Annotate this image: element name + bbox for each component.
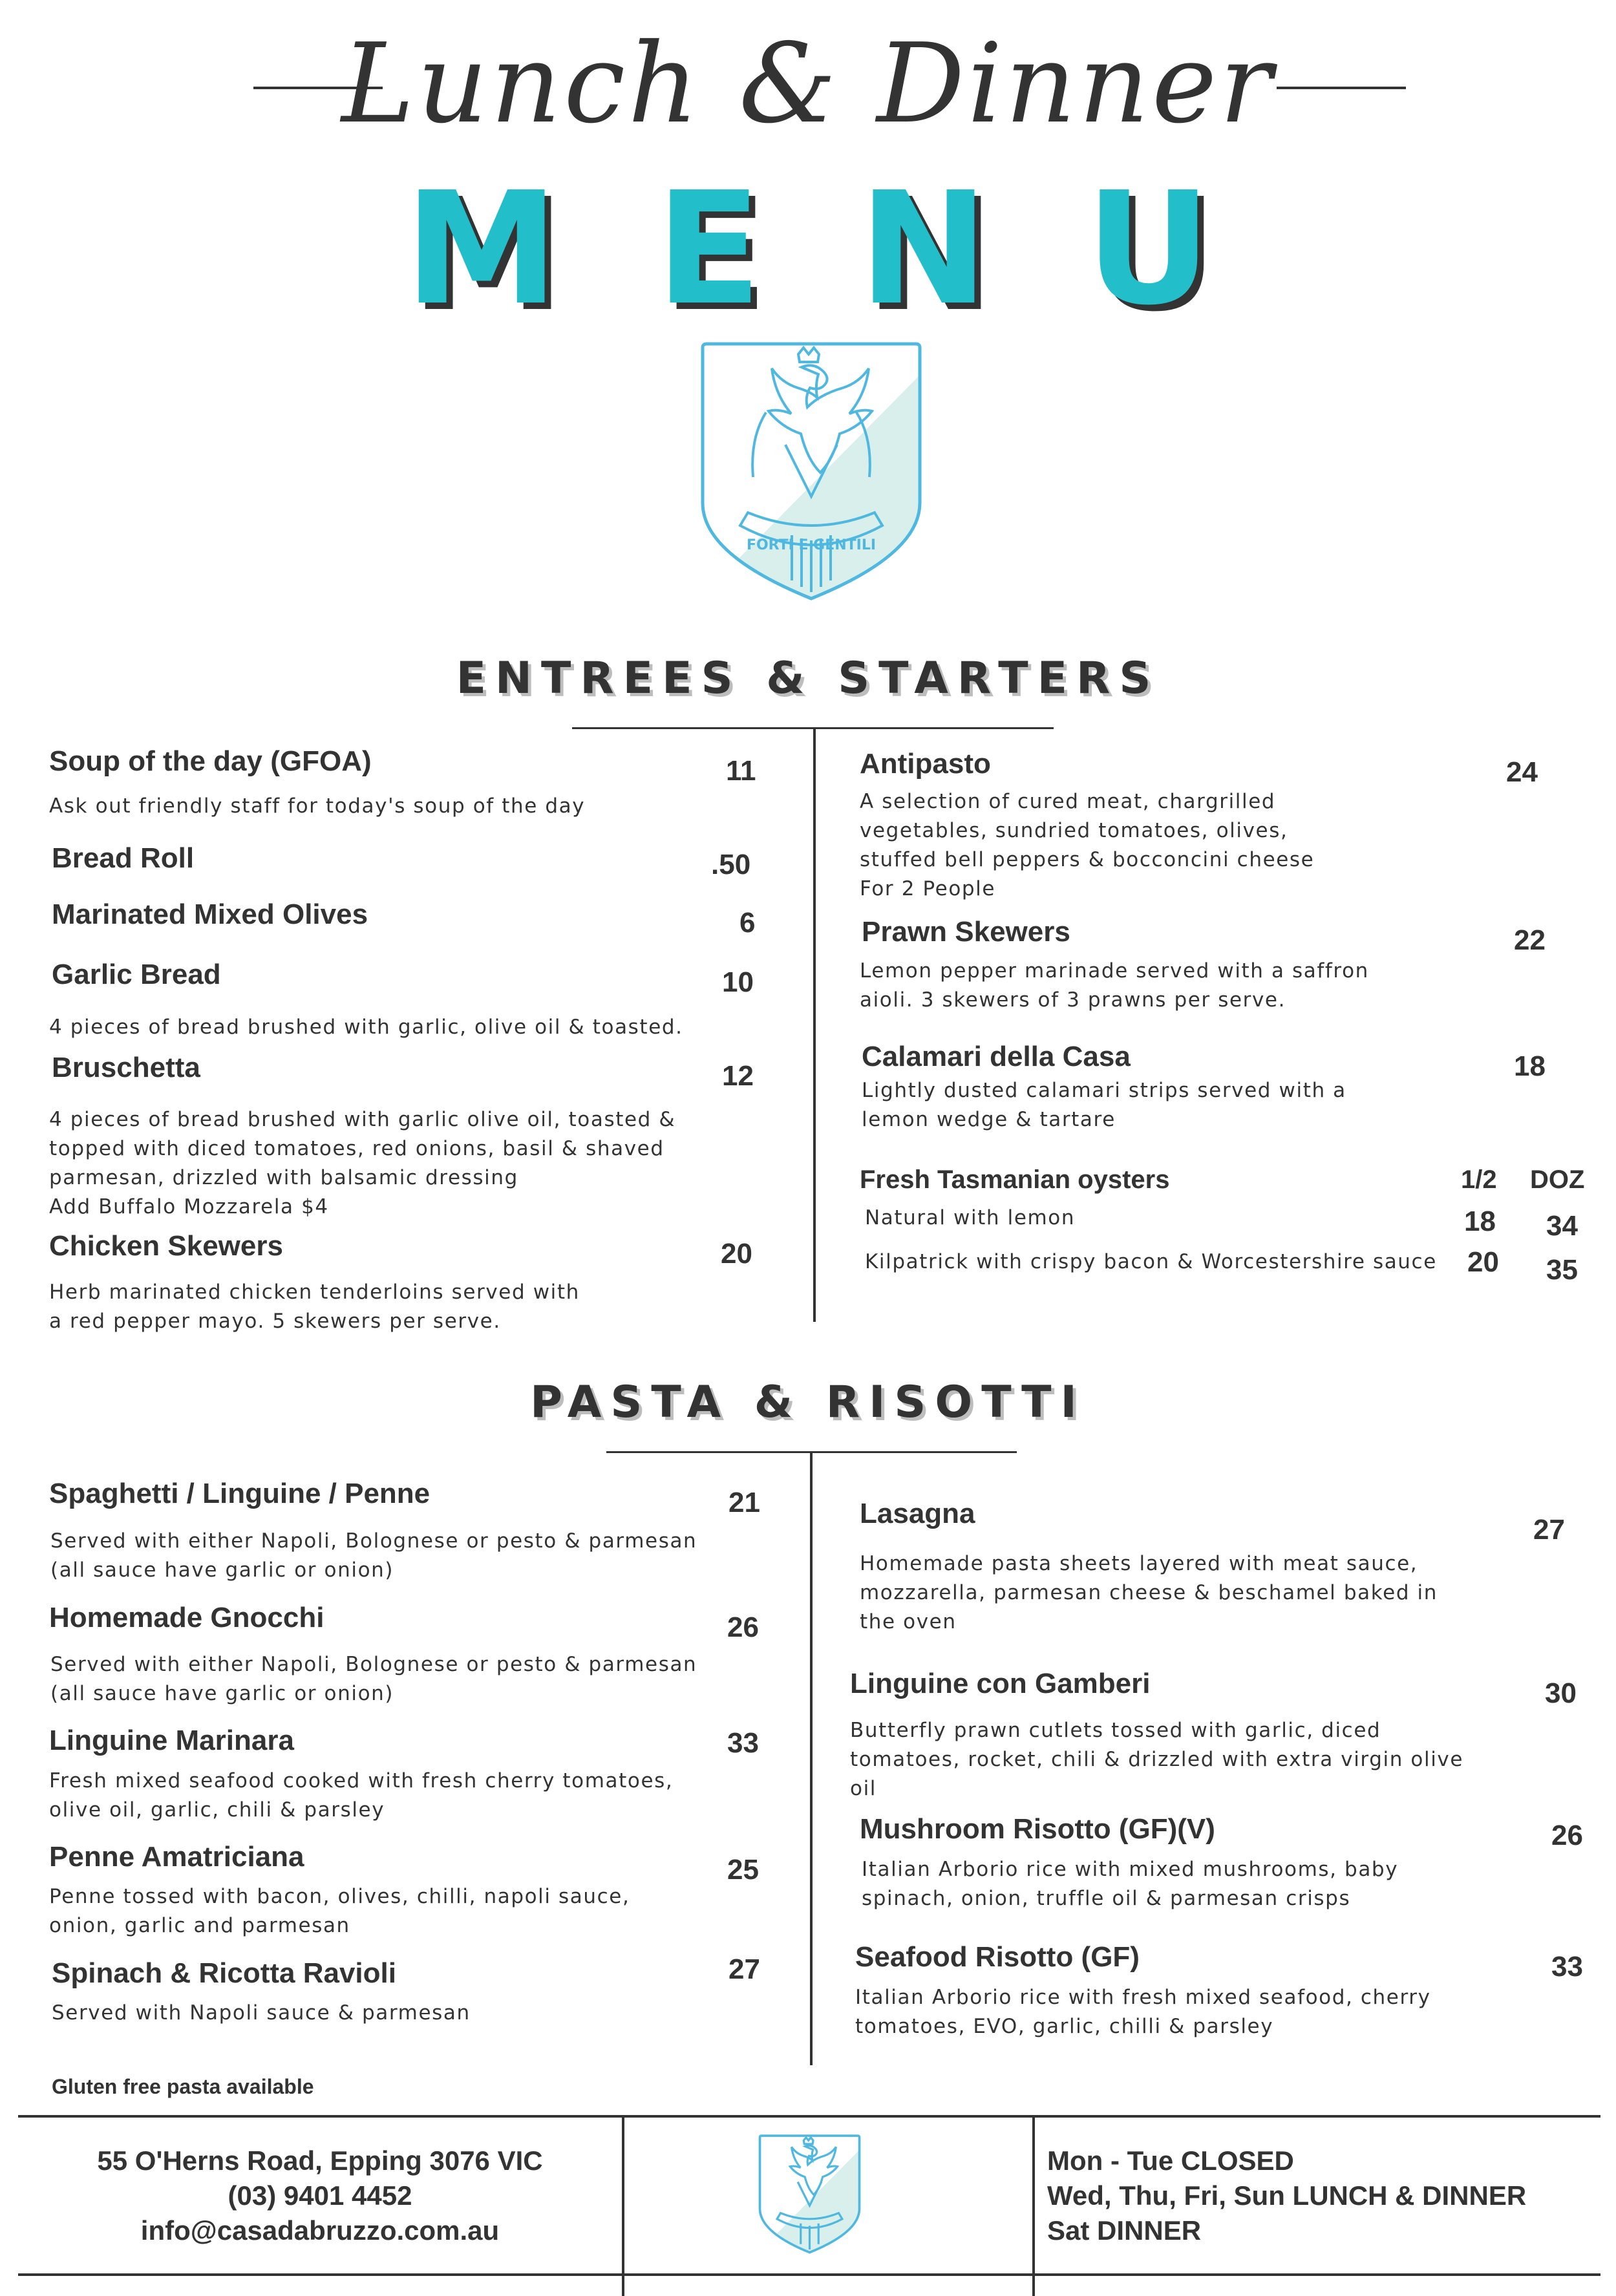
crest-motto: FORTI E GENTILI [746,537,877,553]
menu-item-desc: Served with either Napoli, Bolognese or pesto & parmesan [50,1529,697,1553]
menu-item-name: Linguine con Gamberi [850,1668,1151,1699]
menu-item-name: Bruschetta [52,1052,200,1083]
menu-item-desc: (all sauce have garlic or onion) [50,1682,394,1705]
menu-item-name: Bread Roll [52,842,195,874]
menu-item-desc: Homemade pasta sheets layered with meat sauce, [860,1552,1418,1575]
footer-hours-line: Mon - Tue CLOSED [1047,2145,1294,2176]
section-title-entrees: ENTREES & STARTERS [456,653,1160,704]
menu-item-price: 21 [728,1487,760,1518]
menu-item-desc: a red pepper mayo. 5 skewers per serve. [49,1310,501,1333]
oysters-col-half: 1/2 [1461,1165,1497,1194]
menu-item-desc: the oven [860,1610,957,1633]
menu-item-desc: For 2 People [860,877,996,900]
menu-item-name: Prawn Skewers [862,916,1070,948]
menu-item-desc: topped with diced tomatoes, red onions, basil & shaved [49,1137,664,1160]
menu-item-desc: Italian Arborio rice with fresh mixed seafood, cherry [855,1986,1431,2009]
menu-item-desc: Fresh mixed seafood cooked with fresh cherry tomatoes, [49,1769,674,1792]
oyster-row-desc: Natural with lemon [865,1206,1076,1229]
menu-item-desc: Lemon pepper marinade served with a saffron [860,959,1369,983]
menu-item-price: 33 [727,1727,759,1759]
menu-item-desc: Ask out friendly staff for today's soup of the day [49,794,586,818]
menu-item-price: 26 [727,1611,759,1643]
menu-item-price: 26 [1551,1820,1583,1851]
footer-hours [1047,2143,1603,2248]
menu-item-name: Homemade Gnocchi [49,1602,324,1633]
menu-item-name: Calamari della Casa [862,1041,1131,1072]
oysters-name: Fresh Tasmanian oysters [860,1165,1170,1194]
menu-item-price: 25 [727,1854,759,1886]
gluten-free-note: Gluten free pasta available [52,2075,314,2098]
menu-item-desc: Penne tossed with bacon, olives, chilli, napoli sauce, [49,1885,630,1908]
menu-item-price: 18 [1514,1050,1546,1082]
menu-item-name: Mushroom Risotto (GF)(V) [860,1813,1215,1845]
menu-item-desc: Butterfly prawn cutlets tossed with garlic, diced [850,1719,1381,1742]
menu-item-price: 11 [726,755,756,787]
menu-item-desc: parmesan, drizzled with balsamic dressing [49,1166,518,1189]
footer-bottom-rule [18,2273,1600,2276]
footer-phone: (03) 9401 4452 [228,2180,412,2211]
menu-item-price: 20 [721,1238,752,1270]
menu-heading: MENU [404,158,1309,339]
menu-item-price: 6 [739,907,756,939]
section-title-pasta: PASTA & RISOTTI [530,1377,1086,1428]
menu-item-desc: spinach, onion, truffle oil & parmesan crisps [862,1887,1351,1910]
menu-item-desc: olive oil, garlic, chili & parsley [49,1798,385,1822]
crest-logo-icon [695,341,928,603]
menu-item-price: .50 [711,849,751,880]
menu-item-desc: 4 pieces of bread brushed with garlic, olive oil & toasted. [49,1015,683,1039]
menu-item-name: Antipasto [860,748,991,780]
menu-item-desc: Italian Arborio rice with mixed mushrooms, baby [862,1858,1399,1881]
oyster-row-half: 20 [1467,1246,1499,1278]
menu-item-price: 10 [722,966,754,998]
menu-item-price: 24 [1506,756,1538,788]
footer-contact [18,2143,622,2248]
oyster-row-doz: 35 [1546,1254,1578,1286]
footer-divider-left [622,2116,624,2296]
menu-item-desc: oil [850,1777,877,1800]
menu-item-name: Seafood Risotto (GF) [855,1941,1140,1973]
menu-item-desc: 4 pieces of bread brushed with garlic olive oil, toasted & [49,1108,676,1131]
pasta-column-divider [810,1451,813,2065]
menu-item-desc: Served with either Napoli, Bolognese or pesto & parmesan [50,1653,697,1676]
page-title-script: Lunch & Dinner [341,20,1275,148]
footer-hours-line: Wed, Thu, Fri, Sun LUNCH & DINNER [1047,2180,1527,2211]
menu-item-name: Soup of the day (GFOA) [49,745,372,777]
menu-item-name: Garlic Bread [52,959,221,990]
menu-item-price: 27 [1533,1514,1565,1546]
menu-item-desc: onion, garlic and parmesan [49,1914,350,1937]
menu-item-desc: Add Buffalo Mozzarela $4 [49,1195,329,1218]
menu-item-name: Lasagna [860,1498,975,1529]
footer-address: 55 O'Herns Road, Epping 3076 VIC [97,2145,543,2176]
menu-item-name: Chicken Skewers [49,1230,283,1262]
menu-item-price: 30 [1545,1677,1577,1709]
menu-item-price: 33 [1551,1951,1583,1982]
oyster-row-half: 18 [1464,1206,1496,1237]
menu-item-desc: vegetables, sundried tomatoes, olives, [860,819,1288,842]
footer-email: info@casadabruzzo.com.au [140,2215,500,2246]
entrees-column-divider [813,727,816,1322]
menu-item-desc: aioli. 3 skewers of 3 prawns per serve. [860,988,1286,1012]
oyster-row-doz: 34 [1546,1210,1578,1242]
menu-item-desc: A selection of cured meat, chargrilled [860,790,1276,813]
menu-item-desc: tomatoes, EVO, garlic, chilli & parsley [855,2015,1274,2038]
oyster-row-desc: Kilpatrick with crispy bacon & Worcestershire sauce [865,1250,1437,1273]
menu-item-name: Spaghetti / Linguine / Penne [49,1478,431,1509]
menu-item-name: Linguine Marinara [49,1725,294,1756]
oysters-col-doz: DOZ [1530,1165,1585,1194]
footer-top-rule [18,2115,1600,2118]
menu-item-name: Marinated Mixed Olives [52,898,368,930]
menu-item-desc: (all sauce have garlic or onion) [50,1558,394,1582]
menu-item-desc: mozzarella, parmesan cheese & beschamel baked in [860,1581,1438,1604]
menu-item-desc: Herb marinated chicken tenderloins served with [49,1281,580,1304]
menu-item-name: Spinach & Ricotta Ravioli [52,1957,396,1989]
menu-item-desc: tomatoes, rocket, chili & drizzled with extra virgin olive [850,1748,1464,1771]
footer-divider-right [1032,2116,1035,2296]
menu-item-name: Penne Amatriciana [49,1841,304,1873]
menu-item-desc: lemon wedge & tartare [862,1108,1116,1131]
menu-item-desc: Served with Napoli sauce & parmesan [52,2001,471,2025]
menu-item-price: 22 [1514,924,1546,956]
footer-hours-line: Sat DINNER [1047,2215,1202,2246]
menu-item-price: 12 [722,1060,754,1092]
menu-item-price: 27 [728,1953,760,1985]
menu-item-desc: stuffed bell peppers & bocconcini cheese [860,848,1315,871]
menu-item-desc: Lightly dusted calamari strips served with a [862,1079,1346,1102]
footer-crest-logo-icon [756,2133,863,2256]
